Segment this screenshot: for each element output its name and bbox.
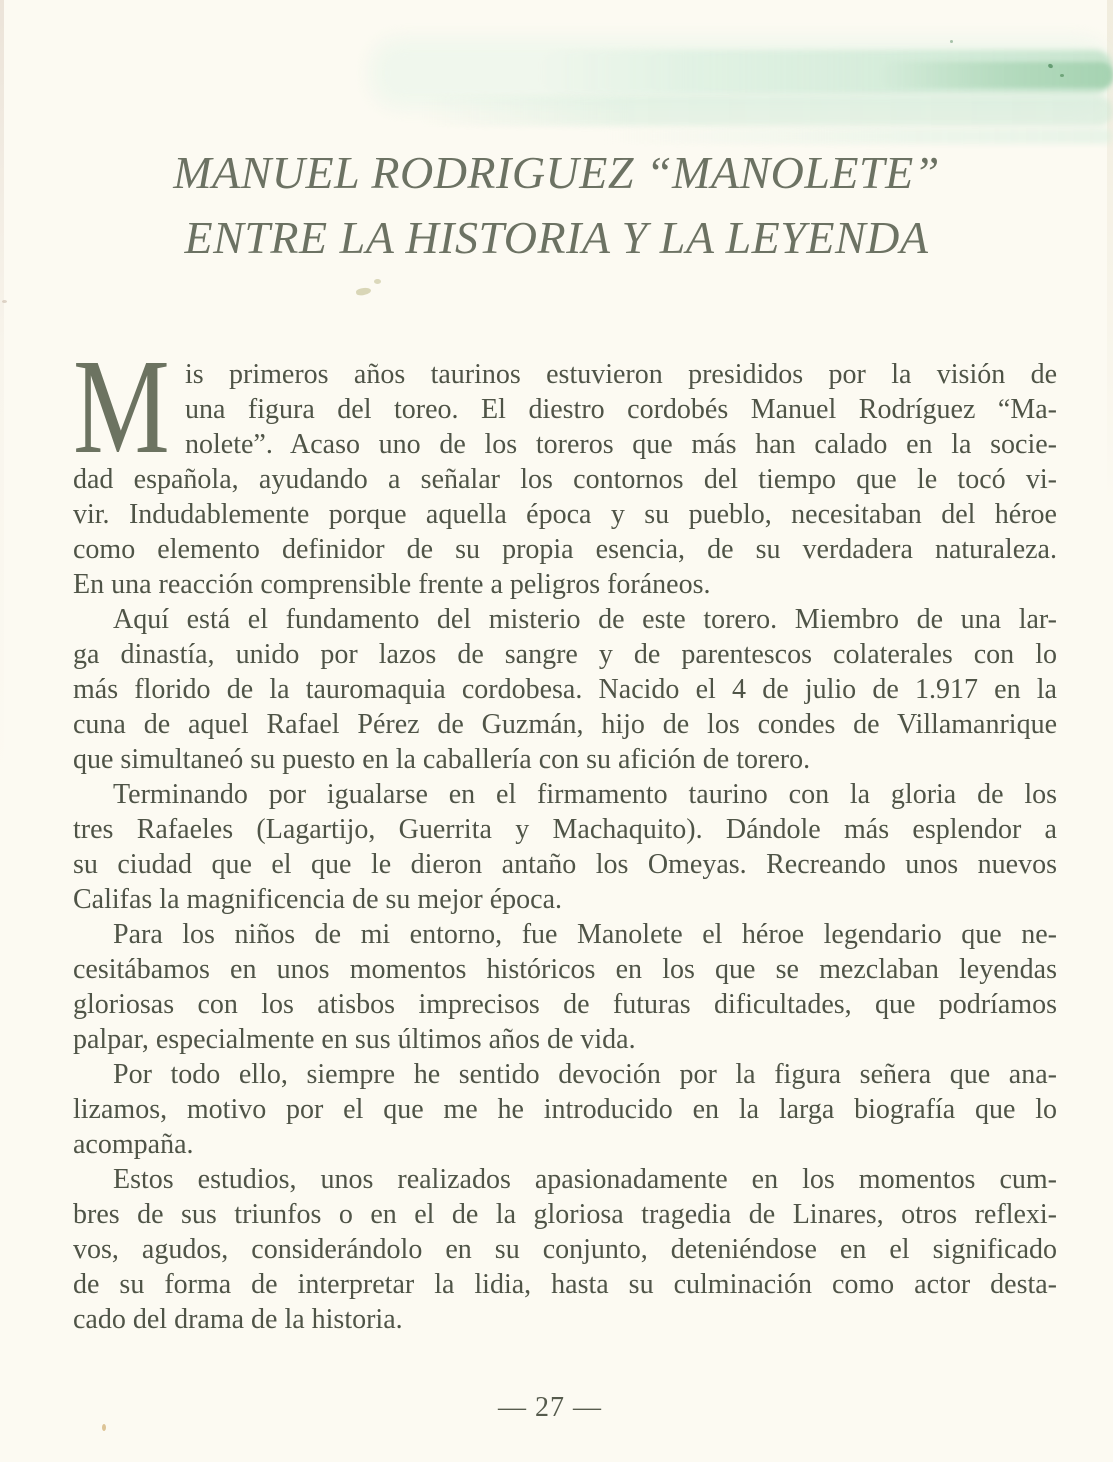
text-line: nolete”. Acaso uno de los toreros que más han calado en la socie- [185, 429, 1057, 460]
text-line: Para los niños de mi entorno, fue Manolete el héroe legendario que ne- [113, 919, 1057, 950]
text-line: Por todo ello, siempre he sentido devoción por la figura señera que ana- [113, 1059, 1057, 1090]
chapter-title-line-2: ENTRE LA HISTORIA Y LA LEYENDA [184, 212, 929, 263]
text-line: tres Rafaeles (Lagartijo, Guerrita y Machaquito). Dándole más esplendor a [73, 814, 1057, 845]
text-line: ga dinastía, unido por lazos de sangre y de parentescos colaterales con lo [73, 639, 1057, 670]
paragraph [73, 777, 1057, 917]
paragraph [73, 1162, 1057, 1337]
text-line: Terminando por igualarse en el firmamento taurino con la gloria de los [113, 779, 1057, 810]
chapter-title-line-1: MANUEL RODRIGUEZ “MANOLETE” [173, 147, 940, 198]
paper-stain [355, 287, 371, 297]
text-line: Aquí está el fundamento del misterio de este torero. Miembro de una lar- [113, 604, 1057, 635]
text-line: vir. Indudablemente porque aquella época y su pueblo, necesitaban del héroe [73, 499, 1057, 530]
text-line: de su forma de interpretar la lidia, hasta su culminación como actor desta- [73, 1269, 1057, 1300]
text-line: cado del drama de la historia. [73, 1304, 403, 1335]
text-line: cuna de aquel Rafael Pérez de Guzmán, hijo de los condes de Villamanrique [73, 709, 1057, 740]
highlighter-smudge [880, 62, 1113, 88]
text-body [73, 332, 1057, 1337]
ink-speck [1060, 74, 1064, 77]
page-number: — 27 — [498, 1392, 602, 1423]
text-line: que simultaneó su puesto en la caballería con su afición de torero. [73, 744, 811, 775]
paragraph [73, 332, 1057, 602]
ink-speck [950, 40, 953, 43]
text-line: su ciudad que el que le dieron antaño los Omeyas. Recreando unos nuevos [73, 849, 1057, 880]
paragraph [73, 602, 1057, 777]
paper-stain [102, 1424, 106, 1431]
text-line: Califas la magnificencia de su mejor época. [73, 884, 563, 915]
drop-cap-letter: M [73, 332, 170, 482]
text-line: is primeros años taurinos estuvieron presididos por la visión de [185, 359, 1057, 390]
text-line: vos, agudos, considerándolo en su conjunto, deteniéndose en el significado [73, 1234, 1057, 1265]
highlighter-smudge [370, 38, 1110, 108]
text-line: dad española, ayudando a señalar los contornos del tiempo que le tocó vi- [73, 464, 1057, 495]
ink-speck [1047, 63, 1053, 69]
paper-stain [374, 279, 381, 284]
text-line: bres de sus triunfos o en el de la gloriosa tragedia de Linares, otros reflexi- [73, 1199, 1057, 1230]
text-line: acompaña. [73, 1129, 194, 1160]
text-line: cesitábamos en unos momentos históricos en los que se mezclaban leyendas [73, 954, 1057, 985]
text-line: más florido de la tauromaquia cordobesa. Nacido el 4 de julio de 1.917 en la [73, 674, 1057, 705]
text-line: como elemento definidor de su propia esencia, de su verdadera naturaleza. [73, 534, 1057, 565]
paragraph [73, 1057, 1057, 1162]
text-line: palpar, especialmente en sus últimos años de vida. [73, 1024, 636, 1055]
chapter-title [0, 140, 1113, 270]
paragraph [73, 917, 1057, 1057]
text-line: una figura del toreo. El diestro cordobés Manuel Rodríguez “Ma- [185, 394, 1057, 425]
highlighter-smudge [540, 50, 1113, 94]
text-line: Estos estudios, unos realizados apasionadamente en los momentos cum- [113, 1164, 1057, 1195]
highlighter-smudge [420, 96, 1113, 126]
text-line: En una reacción comprensible frente a peligros foráneos. [73, 569, 711, 600]
text-line: lizamos, motivo por el que me he introducido en la larga biografía que lo [73, 1094, 1057, 1125]
text-line: gloriosas con los atisbos imprecisos de futuras dificultades, que podríamos [73, 989, 1057, 1020]
